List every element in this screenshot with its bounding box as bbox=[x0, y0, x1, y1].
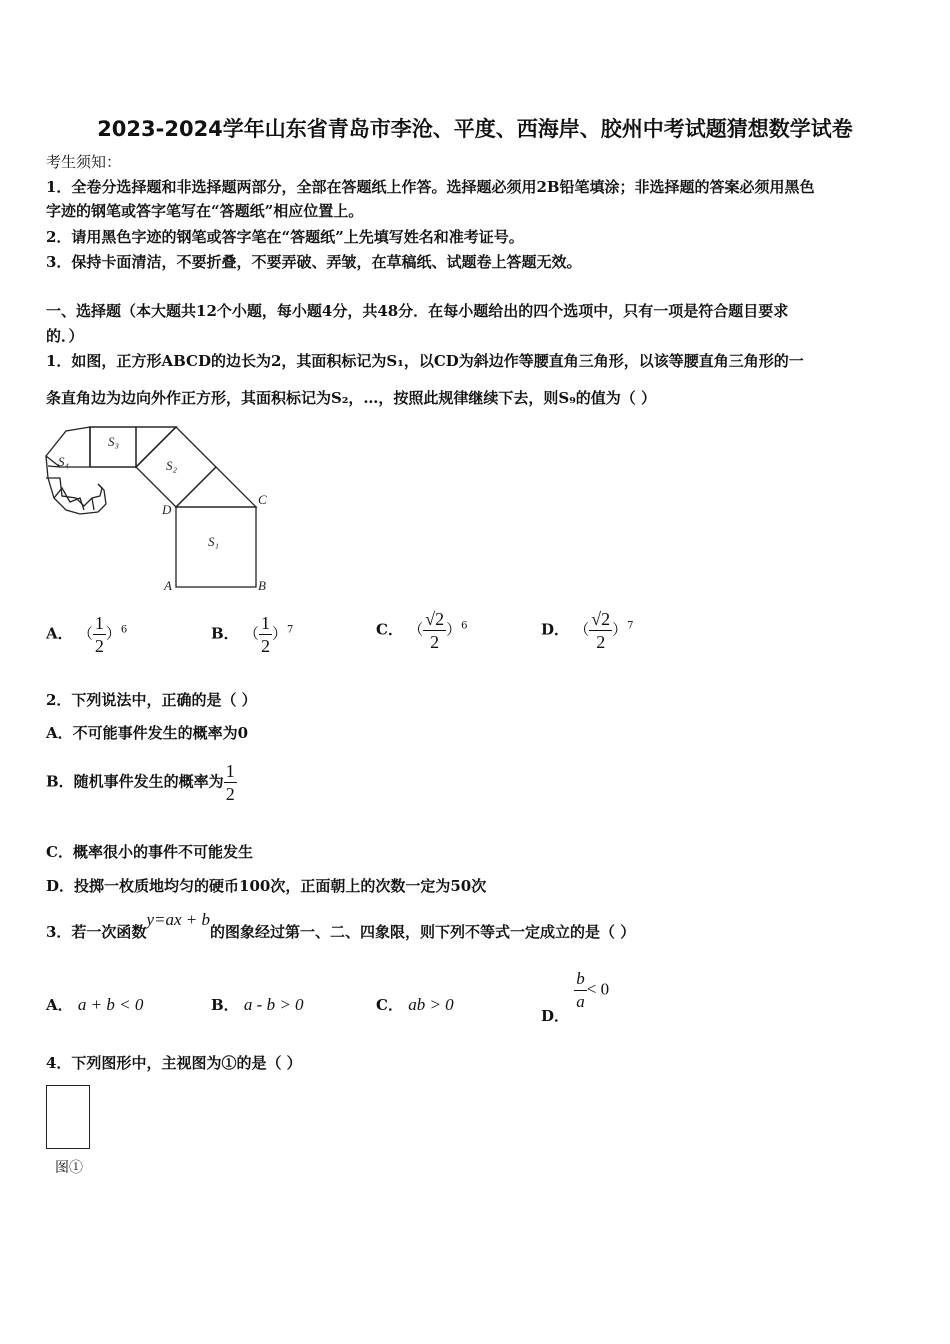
q2-option-d[interactable]: D．投掷一枚质地均匀的硬币100次，正面朝上的次数一定为50次 bbox=[46, 877, 487, 895]
q3-option-c[interactable] bbox=[376, 994, 454, 1015]
notice-item-2: 2．请用黑色字迹的钢笔或答字笔在“答题纸”上先填写姓名和准考证号。 bbox=[46, 228, 524, 246]
exponent: 6 bbox=[120, 624, 128, 636]
numerator: b bbox=[574, 968, 587, 991]
numerator: √2 bbox=[425, 609, 445, 629]
option-text: B．随机事件发生的概率为 bbox=[46, 772, 224, 791]
notice-heading: 考生须知： bbox=[46, 153, 122, 171]
q2-stem: 2．下列说法中，正确的是（ ） bbox=[46, 691, 257, 709]
label-d: D bbox=[162, 502, 172, 517]
denominator: a bbox=[576, 992, 585, 1011]
q2-option-c[interactable]: C．概率很小的事件不可能发生 bbox=[46, 843, 253, 861]
label-a: A bbox=[164, 578, 172, 593]
q1-option-d[interactable] bbox=[541, 608, 634, 653]
numerator: 1 bbox=[260, 613, 270, 633]
denominator: 2 bbox=[260, 636, 270, 656]
exponent: 7 bbox=[286, 624, 294, 636]
close-paren: ） bbox=[612, 620, 628, 639]
open-paren: （ bbox=[77, 624, 93, 643]
label-c: C bbox=[258, 492, 267, 507]
label-s2: S₂ bbox=[166, 458, 178, 473]
denominator: 2 bbox=[94, 636, 104, 656]
close-paren: ） bbox=[271, 624, 287, 643]
option-letter: A． bbox=[46, 996, 73, 1014]
q2-option-a[interactable]: A．不可能事件发生的概率为0 bbox=[46, 724, 249, 742]
q1-stem-line2: 条直角边为边向外作正方形，其面积标记为S₂，…，按照此规律继续下去，则S₉的值为（ ） bbox=[46, 389, 657, 407]
notice-item-1a: 1．全卷分选择题和非选择题两部分，全部在答题纸上作答。选择题必须用2B铅笔填涂；非选择题的答案必须用黑色 bbox=[46, 178, 815, 196]
option-expression: a + b < 0 bbox=[77, 995, 144, 1014]
q3-function-expression: y=ax + b bbox=[146, 910, 210, 929]
option-letter: D． bbox=[541, 1006, 570, 1025]
section-1-heading-line2: 的．） bbox=[46, 327, 84, 345]
exponent: 6 bbox=[461, 620, 468, 632]
q3-stem-pre: 3．若一次函数 bbox=[46, 923, 147, 941]
front-view-rectangle bbox=[46, 1085, 90, 1149]
fraction bbox=[423, 608, 446, 653]
q1-square-spiral-figure bbox=[40, 418, 280, 598]
denominator: 2 bbox=[596, 632, 606, 652]
q1-option-b[interactable] bbox=[211, 612, 293, 657]
close-paren: ） bbox=[446, 620, 462, 639]
denominator: 2 bbox=[225, 784, 235, 804]
denominator: 2 bbox=[430, 632, 440, 652]
notice-item-1b: 字迹的钢笔或答字笔写在“答题纸”相应位置上。 bbox=[46, 202, 364, 220]
option-letter: C． bbox=[376, 996, 403, 1014]
exponent: 7 bbox=[627, 620, 634, 632]
open-paren: （ bbox=[408, 620, 424, 639]
q4-figure-caption: 图① bbox=[55, 1160, 83, 1176]
label-s4: S₄ bbox=[58, 454, 70, 469]
option-expression: < 0 bbox=[586, 979, 610, 999]
notice-item-3: 3．保持卡面清洁，不要折叠，不要弄破、弄皱，在草稿纸、试题卷上答题无效。 bbox=[46, 253, 582, 271]
q2-option-b[interactable] bbox=[46, 760, 237, 805]
q3-stem bbox=[46, 910, 636, 942]
label-s3: S₃ bbox=[108, 434, 120, 449]
open-paren: （ bbox=[243, 624, 259, 643]
numerator: √2 bbox=[591, 609, 611, 629]
label-s1: S₁ bbox=[208, 534, 220, 549]
q1-option-c[interactable] bbox=[376, 608, 467, 653]
option-letter: C． bbox=[376, 620, 403, 639]
option-expression: a - b > 0 bbox=[243, 995, 304, 1014]
q3-option-d[interactable] bbox=[541, 968, 610, 1025]
open-paren: （ bbox=[574, 620, 590, 639]
triangle-cd bbox=[176, 467, 256, 507]
label-b: B bbox=[258, 578, 266, 593]
option-letter: A． bbox=[46, 624, 73, 643]
numerator: 1 bbox=[225, 761, 235, 781]
fraction bbox=[224, 760, 237, 805]
q3-option-b[interactable] bbox=[211, 994, 304, 1015]
option-letter: B． bbox=[211, 624, 239, 643]
q3-stem-post: 的图象经过第一、二、四象限，则下列不等式一定成立的是（ ） bbox=[210, 923, 636, 941]
q4-stem: 4．下列图形中，主视图为①的是（ ） bbox=[46, 1054, 302, 1072]
square-s3 bbox=[90, 427, 176, 467]
q1-option-a[interactable] bbox=[46, 612, 127, 657]
close-paren: ） bbox=[105, 624, 121, 643]
fraction bbox=[259, 612, 272, 657]
option-expression: ab > 0 bbox=[408, 995, 454, 1014]
fraction bbox=[93, 612, 106, 657]
option-letter: B． bbox=[211, 996, 239, 1014]
fraction bbox=[574, 968, 587, 1013]
q3-option-a[interactable] bbox=[46, 994, 143, 1015]
q1-stem-line1: 1．如图，正方形ABCD的边长为2，其面积标记为S₁，以CD为斜边作等腰直角三角形，以该等腰直角三角形的一 bbox=[46, 352, 804, 370]
page-title: 2023-2024学年山东省青岛市李沧、平度、西海岸、胶州中考试题猜想数学试卷 bbox=[97, 117, 853, 141]
numerator: 1 bbox=[94, 613, 104, 633]
fraction bbox=[589, 608, 612, 653]
option-letter: D． bbox=[541, 620, 570, 639]
section-1-heading-line1: 一、选择题（本大题共12个小题，每小题4分，共48分．在每小题给出的四个选项中，只有一项是符合题目要求 bbox=[46, 302, 789, 320]
